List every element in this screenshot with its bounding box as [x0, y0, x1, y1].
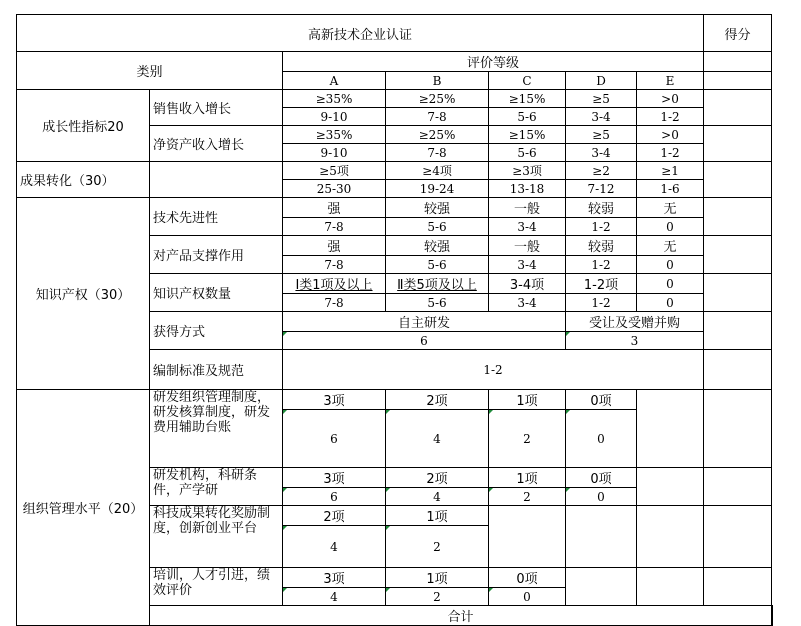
growth-category: 成长性指标20: [17, 90, 150, 162]
score-range: 7-8: [283, 256, 386, 274]
empty-cell: [637, 468, 704, 506]
threshold-cell: ≥4项: [386, 162, 489, 180]
level-cell: 一般: [489, 198, 566, 218]
level-cell: 2项: [283, 506, 386, 526]
score-cell: [704, 274, 772, 312]
training-label: 培训，人才引进，绩效评价: [150, 568, 283, 606]
score-cell-value: 4: [386, 488, 489, 506]
rd-institution-label: 研发机构，科研条件，产学研: [150, 468, 283, 506]
score-range: 1-6: [637, 180, 704, 198]
score-range: 1-2: [566, 218, 637, 236]
score-cell-value: 0: [489, 588, 566, 606]
level-cell: 1项: [489, 468, 566, 488]
score-range: 5-6: [386, 294, 489, 312]
score-range: 7-8: [386, 144, 489, 162]
grade-a: A: [283, 72, 386, 90]
threshold-cell: ≥15%: [489, 126, 566, 144]
empty-cell: [566, 506, 637, 568]
empty-cell: [489, 506, 566, 568]
score-cell-value: 2: [386, 588, 489, 606]
score-range: 1-2: [637, 108, 704, 126]
score-cell-value: 2: [386, 526, 489, 568]
score-cell: [704, 312, 772, 350]
score-cell-value: 4: [283, 588, 386, 606]
level-cell: 0项: [566, 390, 637, 410]
score-range: 3-4: [566, 144, 637, 162]
threshold-cell: ≥35%: [283, 126, 386, 144]
level-cell: 3-4项: [489, 274, 566, 294]
ip-quantity-label: 知识产权数量: [150, 274, 283, 312]
hitech-certification-table: [16, 14, 773, 626]
product-support-label: 对产品支撑作用: [150, 236, 283, 274]
score-cell: [704, 568, 772, 606]
transform-category: 成果转化（30）: [17, 162, 150, 198]
total-label: 合计: [150, 606, 772, 626]
threshold-cell: >0: [637, 90, 704, 108]
table-title: 高新技术企业认证: [17, 15, 704, 52]
score-range: 1-2: [566, 294, 637, 312]
empty-cell: [566, 568, 637, 606]
threshold-cell: ≥25%: [386, 126, 489, 144]
score-range: 1-2: [566, 256, 637, 274]
score-range: 0: [637, 256, 704, 274]
rating-header: 评价等级: [283, 52, 704, 72]
standards-label: 编制标准及规范: [150, 350, 283, 390]
level-cell: 3项: [283, 468, 386, 488]
score-range: 3-4: [489, 218, 566, 236]
empty-cell: [637, 506, 704, 568]
external-acquisition-cell: 受让及受赠并购: [566, 312, 704, 332]
level-cell: 强: [283, 198, 386, 218]
score-cell-value: 0: [566, 410, 637, 468]
standards-score: 1-2: [283, 350, 704, 390]
level-cell: 较强: [386, 236, 489, 256]
own-research-score: 6: [283, 332, 566, 350]
empty-cell: [150, 162, 283, 198]
score-cell: [704, 126, 772, 162]
score-range: 0: [637, 294, 704, 312]
level-cell: 1项: [386, 506, 489, 526]
score-range: 5-6: [489, 144, 566, 162]
score-range: 13-18: [489, 180, 566, 198]
score-range: 9-10: [283, 144, 386, 162]
score-range: 3-4: [566, 108, 637, 126]
acquisition-label: 获得方式: [150, 312, 283, 350]
ip-category: 知识产权（30）: [17, 198, 150, 390]
reward-system-label: 科技成果转化奖励制度，创新创业平台: [150, 506, 283, 568]
threshold-cell: ≥1: [637, 162, 704, 180]
score-range: 5-6: [386, 218, 489, 236]
external-acquisition-score: 3: [566, 332, 704, 350]
score-range: 1-2: [637, 144, 704, 162]
level-cell: 无: [637, 198, 704, 218]
empty-cell: [637, 568, 704, 606]
level-text: Ⅰ类1项及以上: [295, 278, 373, 293]
level-cell: 无: [637, 236, 704, 256]
level-cell: [386, 274, 489, 294]
level-text: Ⅱ类5项及以上: [397, 278, 477, 293]
level-cell: 1项: [489, 390, 566, 410]
level-cell: 1项: [386, 568, 489, 588]
score-cell: [704, 198, 772, 236]
threshold-cell: ≥35%: [283, 90, 386, 108]
threshold-cell: ≥5: [566, 126, 637, 144]
score-cell-value: 6: [283, 488, 386, 506]
threshold-cell: ≥5项: [283, 162, 386, 180]
level-cell: 3项: [283, 568, 386, 588]
grade-c: C: [489, 72, 566, 90]
score-cell-value: 4: [386, 410, 489, 468]
threshold-cell: ≥2: [566, 162, 637, 180]
level-cell: 1-2项: [566, 274, 637, 294]
score-cell-value: 2: [489, 488, 566, 506]
grade-d: D: [566, 72, 637, 90]
asset-growth-label: 净资产收入增长: [150, 126, 283, 162]
level-cell: 较弱: [566, 198, 637, 218]
score-cell: [704, 90, 772, 126]
level-cell: 2项: [386, 468, 489, 488]
grade-b: B: [386, 72, 489, 90]
score-range: 3-4: [489, 294, 566, 312]
score-cell: [704, 72, 772, 90]
threshold-cell: ≥15%: [489, 90, 566, 108]
grade-e: E: [637, 72, 704, 90]
threshold-cell: ≥25%: [386, 90, 489, 108]
level-cell: 3项: [283, 390, 386, 410]
level-cell: 一般: [489, 236, 566, 256]
score-cell: [704, 506, 772, 568]
score-cell-value: 4: [283, 526, 386, 568]
score-cell: [704, 468, 772, 506]
level-cell: 0项: [489, 568, 566, 588]
level-cell: 2项: [386, 390, 489, 410]
level-cell: 0: [637, 274, 704, 294]
score-range: 9-10: [283, 108, 386, 126]
score-range: 7-8: [283, 218, 386, 236]
score-cell-value: 6: [283, 410, 386, 468]
score-range: 7-8: [386, 108, 489, 126]
rd-system-label: 研发组织管理制度，研发核算制度，研发费用辅助台账: [150, 390, 283, 468]
own-research-cell: 自主研发: [283, 312, 566, 332]
score-range: 25-30: [283, 180, 386, 198]
score-range: 3-4: [489, 256, 566, 274]
score-cell: [704, 390, 772, 468]
score-cell: [704, 162, 772, 198]
threshold-cell: ≥3项: [489, 162, 566, 180]
score-range: 7-12: [566, 180, 637, 198]
score-range: 5-6: [489, 108, 566, 126]
score-range: 7-8: [283, 294, 386, 312]
score-cell-value: 2: [489, 410, 566, 468]
score-cell: [704, 350, 772, 390]
score-range: 5-6: [386, 256, 489, 274]
score-cell: [704, 236, 772, 274]
score-range: 0: [637, 218, 704, 236]
threshold-cell: >0: [637, 126, 704, 144]
score-header: 得分: [704, 15, 772, 52]
threshold-cell: ≥5: [566, 90, 637, 108]
sales-growth-label: 销售收入增长: [150, 90, 283, 126]
level-cell: [283, 274, 386, 294]
org-category: 组织管理水平（20）: [17, 390, 150, 626]
score-cell-value: 0: [566, 488, 637, 506]
score-range: 19-24: [386, 180, 489, 198]
tech-advance-label: 技术先进性: [150, 198, 283, 236]
category-header: 类别: [17, 52, 283, 90]
level-cell: 强: [283, 236, 386, 256]
level-cell: 较弱: [566, 236, 637, 256]
level-cell: 0项: [566, 468, 637, 488]
empty-cell: [637, 390, 704, 468]
score-cell: [704, 52, 772, 72]
level-cell: 较强: [386, 198, 489, 218]
